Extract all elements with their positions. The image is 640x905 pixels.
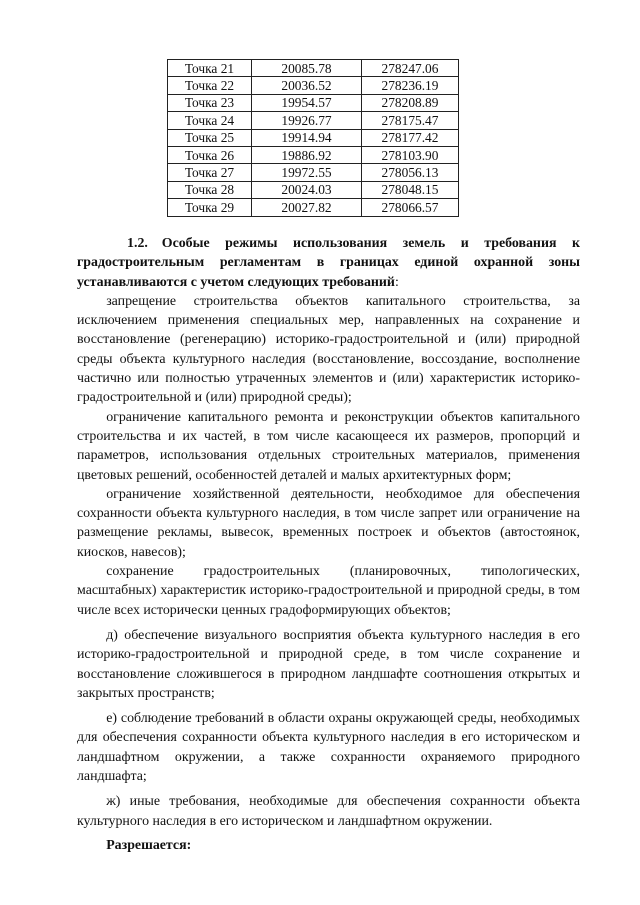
y-coordinate-cell: 278236.19	[362, 77, 459, 94]
paragraph-zh: ж) иные требования, необходимые для обеспечения сохранности объекта культурного наследия в его историческом и ландшафтном окружении.	[77, 794, 580, 829]
point-name-cell: Точка 23	[168, 94, 252, 111]
point-name-cell: Точка 29	[168, 199, 252, 216]
x-coordinate-cell: 19972.55	[252, 164, 362, 181]
y-coordinate-cell: 278056.13	[362, 164, 459, 181]
point-name-cell: Точка 27	[168, 164, 252, 181]
document-body	[77, 234, 580, 855]
y-coordinate-cell: 278247.06	[362, 60, 459, 77]
y-coordinate-cell: 278175.47	[362, 112, 459, 129]
point-name-cell: Точка 26	[168, 146, 252, 163]
paragraph-d: д) обеспечение визуального восприятия объекта культурного наследия в его историко-градостроительной и природной среде, в том числе сохранение и восстановление сложившегося в природном ландшафте соотношения открытых и закрытых пространств;	[77, 627, 580, 701]
paragraph-1: запрещение строительства объектов капитального строительства, за исключением применения специальных мер, направленных на сохранение и восстановление (регенерацию) историко-градостроительной и (или) природной среды объекта культурного наследия (восстановление, воссоздание, восполнение частично или полностью утраченных элементов и (или) характеристик историко-градостроительной и (или) природной среды);	[77, 293, 580, 406]
x-coordinate-cell: 20027.82	[252, 199, 362, 216]
table-row	[168, 112, 459, 129]
paragraph-2: ограничение капитального ремонта и реконструкции объектов капитального строительства и их частей, в том числе касающееся их размеров, пропорций и параметров, использования отдельных строительных материалов, применения цветовых решений, особенностей деталей и малых архитектурных форм;	[77, 409, 580, 483]
table-row	[168, 129, 459, 146]
section-heading-tail: :	[394, 274, 399, 290]
table-row	[168, 181, 459, 198]
x-coordinate-cell: 20036.52	[252, 77, 362, 94]
y-coordinate-cell: 278208.89	[362, 94, 459, 111]
paragraph-4: сохранение градостроительных (планировочных, типологических, масштабных) характеристик историко-градостроительной и природной среды, в том числе всех исторически ценных градоформирующих объектов;	[77, 564, 580, 618]
x-coordinate-cell: 19886.92	[252, 146, 362, 163]
x-coordinate-cell: 19954.57	[252, 94, 362, 111]
paragraph-e: е) соблюдение требований в области охраны окружающей среды, необходимых для обеспечения сохранности объекта культурного наследия в его историческом и ландшафтном окружении, а также сохранности охраняемого природного ландшафта;	[77, 711, 580, 785]
table-row	[168, 77, 459, 94]
table-row	[168, 164, 459, 181]
point-name-cell: Точка 28	[168, 181, 252, 198]
table-row	[168, 60, 459, 77]
point-name-cell: Точка 24	[168, 112, 252, 129]
table-row	[168, 199, 459, 216]
section-heading	[77, 234, 580, 292]
y-coordinate-cell: 278177.42	[362, 129, 459, 146]
table-row	[168, 146, 459, 163]
y-coordinate-cell: 278048.15	[362, 181, 459, 198]
point-name-cell: Точка 25	[168, 129, 252, 146]
x-coordinate-cell: 19926.77	[252, 112, 362, 129]
point-name-cell: Точка 21	[168, 60, 252, 77]
section-number: 1.2.	[127, 236, 148, 251]
x-coordinate-cell: 20024.03	[252, 181, 362, 198]
paragraph-3: ограничение хозяйственной деятельности, необходимое для обеспечения сохранности объекта культурного наследия, в том числе запрет или ограничение на размещение рекламы, вывесок, временных построек и объектов (автостоянок, киосков, навесов);	[77, 486, 580, 560]
y-coordinate-cell: 278103.90	[362, 146, 459, 163]
table-row	[168, 94, 459, 111]
coordinates-table	[167, 59, 459, 217]
x-coordinate-cell: 20085.78	[252, 60, 362, 77]
point-name-cell: Точка 22	[168, 77, 252, 94]
allowed-heading: Разрешается:	[106, 837, 192, 853]
x-coordinate-cell: 19914.94	[252, 129, 362, 146]
y-coordinate-cell: 278066.57	[362, 199, 459, 216]
section-heading-text: Особые режимы использования земель и требования к градостроительным регламентам в границах единой охранной зоны устанавливаются с учетом следующих требований	[77, 236, 580, 290]
